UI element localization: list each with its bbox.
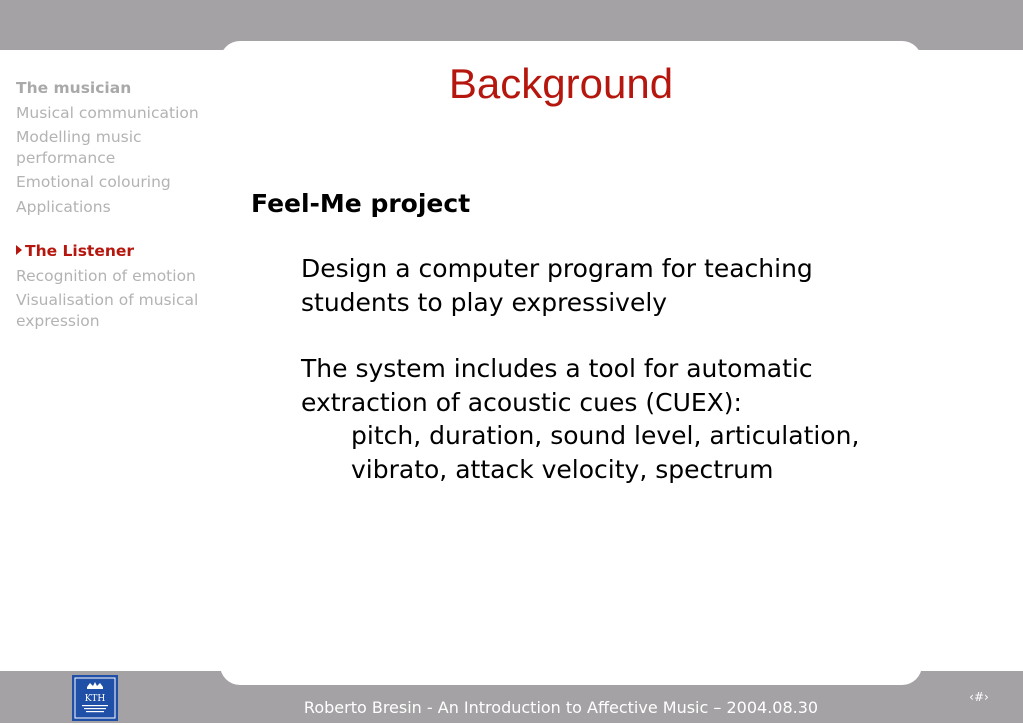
page-number: ‹#› bbox=[969, 690, 989, 704]
triangle-right-icon bbox=[16, 245, 22, 255]
footer-text: Roberto Bresin - An Introduction to Affective Music – 2004.08.30 bbox=[303, 698, 819, 717]
sidebar-section-listener[interactable] bbox=[16, 241, 206, 262]
logo-text: KTH bbox=[84, 694, 106, 704]
slide-body bbox=[251, 186, 901, 486]
sidebar-nav bbox=[16, 78, 206, 335]
sidebar-item-applications[interactable]: Applications bbox=[16, 197, 111, 216]
kth-logo bbox=[72, 675, 118, 721]
slide-title: Background bbox=[448, 60, 674, 107]
sidebar-item-recognition-of-emotion[interactable]: Recognition of emotion bbox=[16, 266, 196, 285]
slide-heading: Feel-Me project bbox=[251, 189, 471, 218]
sidebar-section-musician[interactable]: The musician bbox=[16, 79, 132, 97]
sidebar-item-modelling-music-performance[interactable]: Modelling music performance bbox=[16, 128, 142, 167]
sidebar-item-visualisation[interactable]: Visualisation of musical expression bbox=[16, 291, 199, 330]
paragraph-gap bbox=[251, 319, 901, 352]
kth-logo-graphic bbox=[72, 675, 118, 721]
paragraph-system: The system includes a tool for automatic extraction of acoustic cues (CUEX): bbox=[301, 354, 813, 417]
sidebar-item-emotional-colouring[interactable]: Emotional colouring bbox=[16, 173, 171, 191]
sidebar-section-listener-label: The Listener bbox=[25, 242, 135, 260]
paragraph-design: Design a computer program for teaching students to play expressively bbox=[301, 254, 813, 317]
cue-list: pitch, duration, sound level, articulation, vibrato, attack velocity, spectrum bbox=[351, 421, 860, 484]
sidebar-gap bbox=[16, 221, 206, 241]
sidebar-item-musical-communication[interactable]: Musical communication bbox=[16, 103, 199, 122]
